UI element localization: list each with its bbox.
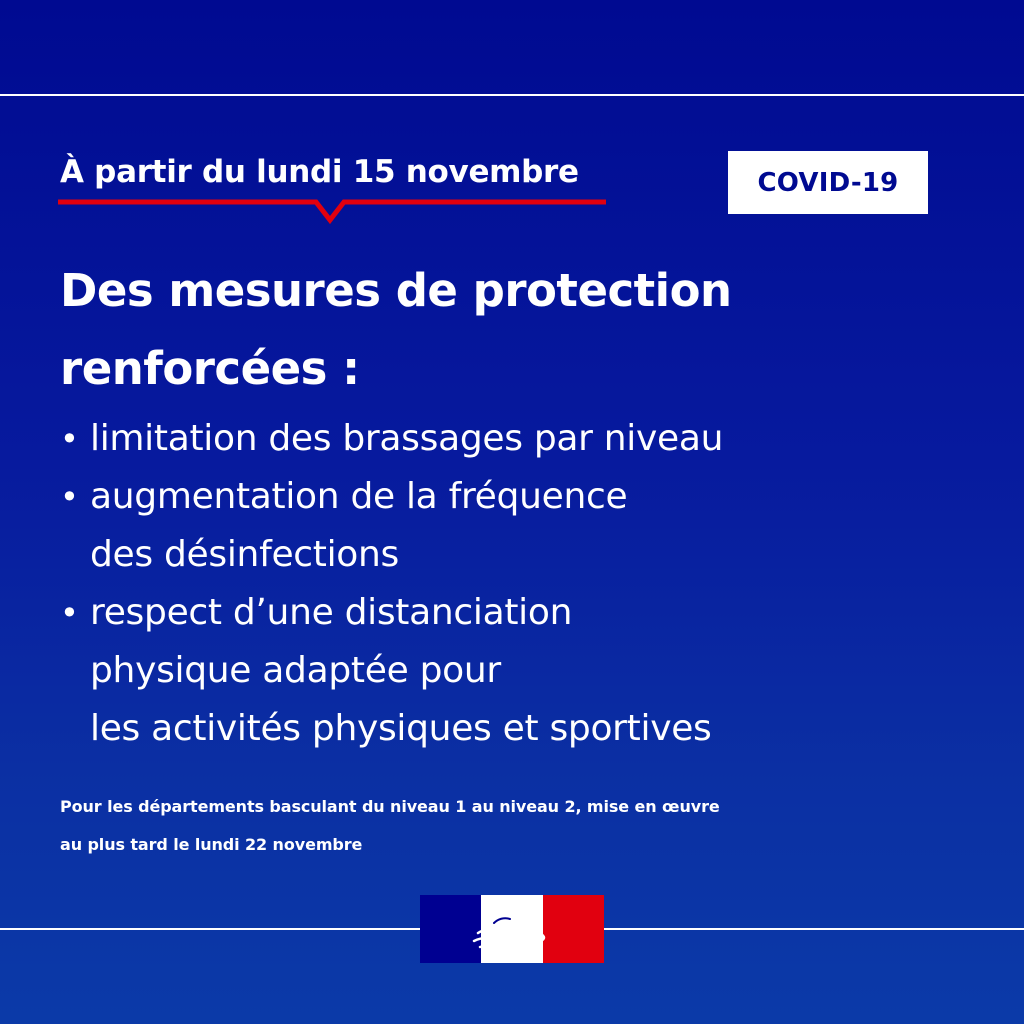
list-item-line: des désinfections (90, 534, 400, 575)
list-item (58, 584, 978, 758)
list-item-line: respect d’une distanciation (90, 592, 573, 633)
footnote-line-2: au plus tard le lundi 22 novembre (60, 835, 363, 854)
date-label: À partir du lundi 15 novembre (60, 154, 579, 190)
marianne-republic-logo-icon (420, 895, 604, 963)
list-item-line: augmentation de la fréquence (90, 476, 628, 517)
list-item-line: physique adaptée pour (90, 650, 501, 691)
list-item (58, 410, 978, 468)
badge-label: COVID-19 (757, 167, 899, 198)
headline (60, 252, 960, 408)
list-item-line: limitation des brassages par niveau (90, 418, 724, 459)
bullet-icon: • (60, 478, 79, 516)
list-item (58, 468, 978, 584)
top-divider (0, 94, 1024, 96)
measures-list (58, 410, 978, 758)
list-item-line: les activités physiques et sportives (90, 708, 712, 749)
covid-badge (728, 151, 928, 214)
footnote (60, 788, 940, 864)
bullet-icon: • (60, 594, 79, 632)
headline-line-2: renforcées : (60, 342, 360, 395)
headline-line-1: Des mesures de protection (60, 264, 732, 317)
date-underline-pointer (58, 196, 618, 236)
footnote-line-1: Pour les départements basculant du niveau 1 au niveau 2, mise en œuvre (60, 797, 720, 816)
bullet-icon: • (60, 420, 79, 458)
